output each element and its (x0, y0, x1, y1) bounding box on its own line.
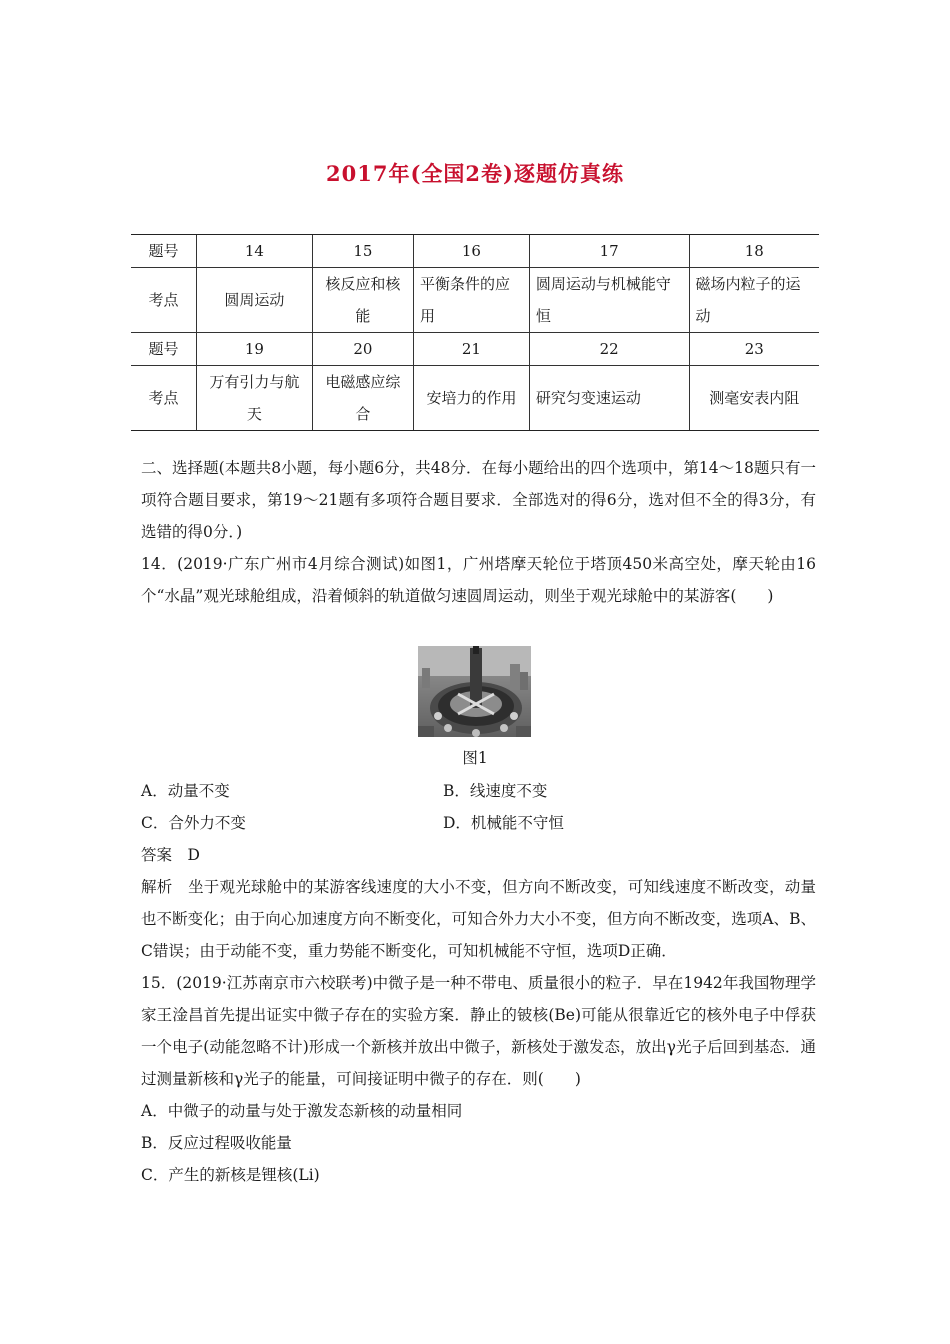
question-15-stem: 15．(2019·江苏南京市六校联考)中微子是一种不带电、质量很小的粒子．早在1942年我国物理学家王淦昌首先提出证实中微子存在的实验方案．静止的铍核(Be)可能从很靠近它的核外电子中俘获一个电子(动能忽略不计)形成一个新核并放出中微子，新核处于激发态，放出γ光子后回到基态．通过测量新核和γ光子的能量，可间接证明中微子的存在．则( ) (141, 974, 816, 1088)
option-row (141, 807, 816, 839)
table-cell: 23 (689, 333, 819, 366)
table-cell: 圆周运动与机械能守恒 (529, 268, 689, 333)
option-d: D．机械能不守恒 (443, 814, 564, 832)
question-14-options (141, 775, 816, 839)
option-a: A．动量不变 (141, 782, 230, 800)
section-intro: 二、选择题(本题共8小题，每小题6分，共48分．在每小题给出的四个选项中，第14～18题只有一项符合题目要求，第19～21题有多项符合题目要求．全部选对的得6分，选对但不全的得3分，有选错的得0分．) (141, 459, 816, 541)
table-cell: 核反应和核能 (312, 268, 413, 333)
table-row (131, 235, 819, 268)
page-title: 2017年(全国2卷)逐题仿真练 (326, 161, 624, 186)
table-cell: 平衡条件的应用 (414, 268, 530, 333)
question-14-stem: 14．(2019·广东广州市4月综合测试)如图1，广州塔摩天轮位于塔顶450米高空处，摩天轮由16个“水晶”观光球舱组成，沿着倾斜的轨道做匀速圆周运动，则坐于观光球舱中的某游客( ) (141, 555, 816, 605)
table-cell: 圆周运动 (197, 268, 313, 333)
analysis-text: 解析 坐于观光球舱中的某游客线速度的大小不变，但方向不断改变，可知线速度不断改变，动量也不断变化；由于向心加速度方向不断变化，可知合外力大小不变，但方向不断改变，选项A、B、C错误；由于动能不变，重力势能不断变化，可知机械能不守恒，选项D正确． (141, 878, 816, 960)
table-cell: 20 (312, 333, 413, 366)
table-cell: 18 (689, 235, 819, 268)
table-cell: 15 (312, 235, 413, 268)
table-cell: 万有引力与航天 (197, 366, 313, 431)
option-c: C．合外力不变 (141, 814, 246, 832)
table-cell: 17 (529, 235, 689, 268)
question-block-14 (141, 452, 816, 612)
table-cell: 研究匀变速运动 (529, 366, 689, 431)
answer-text: 答案 D (141, 846, 200, 864)
table-cell: 14 (197, 235, 313, 268)
table-cell: 题号 (131, 235, 197, 268)
table-cell: 电磁感应综合 (312, 366, 413, 431)
table-cell: 考点 (131, 268, 197, 333)
canton-tower-photo (418, 646, 531, 737)
option-b: B．线速度不变 (443, 782, 548, 800)
table-cell: 22 (529, 333, 689, 366)
table-cell: 安培力的作用 (414, 366, 530, 431)
table-cell: 考点 (131, 366, 197, 431)
question-block-15 (141, 839, 816, 1191)
table-row (131, 366, 819, 431)
table-row (131, 268, 819, 333)
table-cell: 16 (414, 235, 530, 268)
table-cell: 19 (197, 333, 313, 366)
table-cell: 题号 (131, 333, 197, 366)
topic-table (131, 234, 819, 431)
table-cell: 测毫安表内阻 (689, 366, 819, 431)
option-a: A．中微子的动量与处于激发态新核的动量相同 (141, 1102, 463, 1120)
option-c: C．产生的新核是锂核(Li) (141, 1166, 320, 1184)
option-b: B．反应过程吸收能量 (141, 1134, 292, 1152)
figure-caption: 图1 (462, 749, 488, 767)
table-cell: 21 (414, 333, 530, 366)
option-row (141, 775, 816, 807)
table-cell: 磁场内粒子的运动 (689, 268, 819, 333)
table-row (131, 333, 819, 366)
